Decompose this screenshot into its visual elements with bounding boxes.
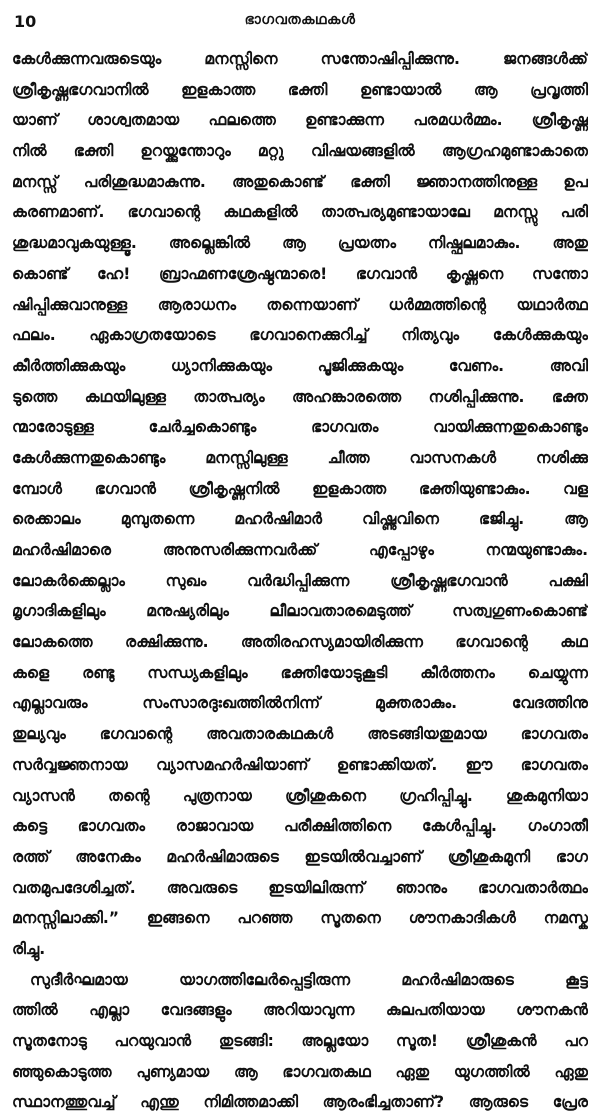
running-title: ഭാഗവതകഥകൾ	[244, 12, 356, 28]
page-header	[14, 8, 586, 38]
text-line: രത്ത് അനേകം മഹർഷിമാരുടെ ഇടയിൽവച്ചാണ് ശ്രീശുകമുനി ഭാഗ	[12, 847, 588, 866]
text-line: വതമുപദേശിച്ചത്. അവരുടെ ഇടയിലിരുന്ന് ഞാനും ഭാഗവതാർത്ഥം	[12, 878, 588, 897]
text-line: ഞ്ഞുകൊടുത്ത പുണ്യമായ ആ ഭാഗവതകഥ ഏതു യുഗത്തിൽ ഏതു	[12, 1062, 588, 1081]
text-line: കരണമാണ്. ഭഗവാന്റെ കഥകളിൽ താത്പര്യമുണ്ടായാലേ മനസ്സു പരി	[12, 203, 588, 222]
text-line: ശുദ്ധമാവുകയുള്ളൂ. അല്ലെങ്കിൽ ആ പ്രയത്നം നിഷ്ഫലമാകും. അതു	[12, 234, 588, 253]
text-line: കൊണ്ട് ഹേ! ബ്രാഹ്മണശ്രേഷ്ഠന്മാരെ! ഭഗവാൻ കൃഷ്ണനെ സന്തോ	[12, 264, 588, 283]
text-line: സർവ്വജ്ഞനായ വ്യാസമഹർഷിയാണ് ഉണ്ടാക്കിയത്. ഈ ഭാഗവതം	[12, 755, 588, 774]
text-line: യാണ് ശാശ്വതമായ ഫലത്തെ ഉണ്ടാക്കുന്ന പരമധർമ്മം. ശ്രീകൃഷ്ണ	[12, 111, 588, 130]
text-line: നിൽ ഭക്തി ഉറയ്ക്കുന്തോറും മറ്റു വിഷയങ്ങളിൽ ആഗ്രഹമുണ്ടാകാതെ	[12, 142, 588, 161]
text-line: ഫലം. ഏകാഗ്രതയോടെ ഭഗവാനെക്കുറിച്ച് നിത്യവും കേൾക്കുകയും	[12, 326, 588, 345]
text-line: തുല്യവും ഭഗവാന്റെ അവതാരകഥകൾ അടങ്ങിയതുമായ ഭാഗവതം	[12, 725, 588, 744]
text-line: എല്ലാവരും സംസാരദുഃഖത്തിൽനിന്ന് മുക്തരാകും. വേദത്തിനു	[12, 694, 588, 713]
text-line: മനസ്സ് പരിശുദ്ധമാകുന്നു. അതുകൊണ്ട് ഭക്തി ജ്ഞാനത്തിനുള്ള ഉപ	[12, 172, 588, 191]
paragraph-start-line: സുദീർഘമായ യാഗത്തിലേർപ്പെട്ടിരുന്ന മഹർഷിമാരുടെ കൂട്ട	[30, 970, 588, 989]
text-line: കീർത്തിക്കുകയും ധ്യാനിക്കുകയും പൂജിക്കുകയും വേണം. അവി	[12, 356, 588, 375]
text-line: കട്ടെ ഭാഗവതം രാജാവായ പരീക്ഷിത്തിനെ കേൾപ്പിച്ചു. ഗംഗാതീ	[12, 817, 588, 836]
text-line: മൃഗാദികളിലും മനുഷ്യരിലും ലീലാവതാരമെടുത്ത് സത്വഗുണംകൊണ്ട്	[12, 602, 588, 621]
paragraph-end-line: രിച്ചു.	[12, 939, 46, 958]
text-line: ലോകത്തെ രക്ഷിക്കുന്നു. അതിരഹസ്യമായിരിക്കുന്ന ഭഗവാന്റെ കഥ	[12, 633, 588, 652]
text-line: ടുത്തെ കഥയിലുള്ള താത്പര്യം അഹങ്കാരത്തെ നശിപ്പിക്കുന്നു. ഭക്ത	[12, 387, 588, 406]
text-line: കേൾക്കുന്നതുകൊണ്ടും മനസ്സിലുള്ള ചീത്ത വാസനകൾ നശിക്കു	[12, 448, 588, 467]
text-line: മഹർഷിമാരെ അനുസരിക്കുന്നവർക്ക് എപ്പോഴും നന്മയുണ്ടാകും.	[12, 541, 588, 559]
text-line: മ്പോൾ ഭഗവാൻ ശ്രീകൃഷ്ണനിൽ ഇളകാത്ത ഭക്തിയുണ്ടാകും. വള	[12, 479, 588, 498]
text-line: ന്മാരോടുള്ള ചേർച്ചകൊണ്ടും ഭാഗവതം വായിക്കുന്നതുകൊണ്ടും	[12, 418, 588, 437]
text-line: ത്തിൽ എല്ലാ വേദങ്ങളും അറിയാവുന്ന കുലപതിയായ ശൗനകൻ	[12, 1001, 588, 1020]
page-number: 10	[14, 12, 37, 31]
body-text	[12, 44, 588, 1118]
text-line: മനസ്സിലാക്കി.” ഇങ്ങനെ പറഞ്ഞ സൂതനെ ശൗനകാദികൾ നമസ്ക	[12, 909, 588, 928]
text-line: സ്ഥാനത്തുവച്ച് എന്തു നിമിത്തമാക്കി ആരംഭിച്ചതാണ്? ആരുടെ പ്രേര	[12, 1093, 588, 1112]
text-line: ശ്രീകൃഷ്ണഭഗവാനിൽ ഇളകാത്ത ഭക്തി ഉണ്ടായാൽ ആ പ്രവൃത്തി	[12, 80, 588, 99]
text-line: സൂതനോടു പറയുവാൻ തുടങ്ങി: അല്ലയോ സൂത! ശ്രീശുകൻ പറ	[12, 1032, 588, 1050]
text-line: വ്യാസൻ തന്റെ പുത്രനായ ശ്രീശുകനെ ഗ്രഹിപ്പിച്ചു. ശുകമുനിയാ	[12, 786, 588, 805]
text-line: ലോകർക്കെല്ലാം സുഖം വർദ്ധിപ്പിക്കുന്ന ശ്രീകൃഷ്ണഭഗവാൻ പക്ഷി	[12, 571, 588, 590]
text-line: കേൾക്കുന്നവരുടെയും മനസ്സിനെ സന്തോഷിപ്പിക്കുന്നു. ജനങ്ങൾക്ക്	[12, 50, 588, 68]
text-line: രെക്കാലം മുമ്പുതന്നെ മഹർഷിമാർ വിഷ്ണുവിനെ ഭജിച്ചു. ആ	[12, 510, 588, 529]
text-line: ഷിപ്പിക്കുവാനുള്ള ആരാധനം തന്നെയാണ് ധർമ്മത്തിന്റെ യഥാർത്ഥ	[12, 295, 588, 314]
text-line: കളെ രണ്ടു സന്ധ്യകളിലും ഭക്തിയോടുകൂടി കീർത്തനം ചെയ്യുന്ന	[12, 663, 588, 682]
